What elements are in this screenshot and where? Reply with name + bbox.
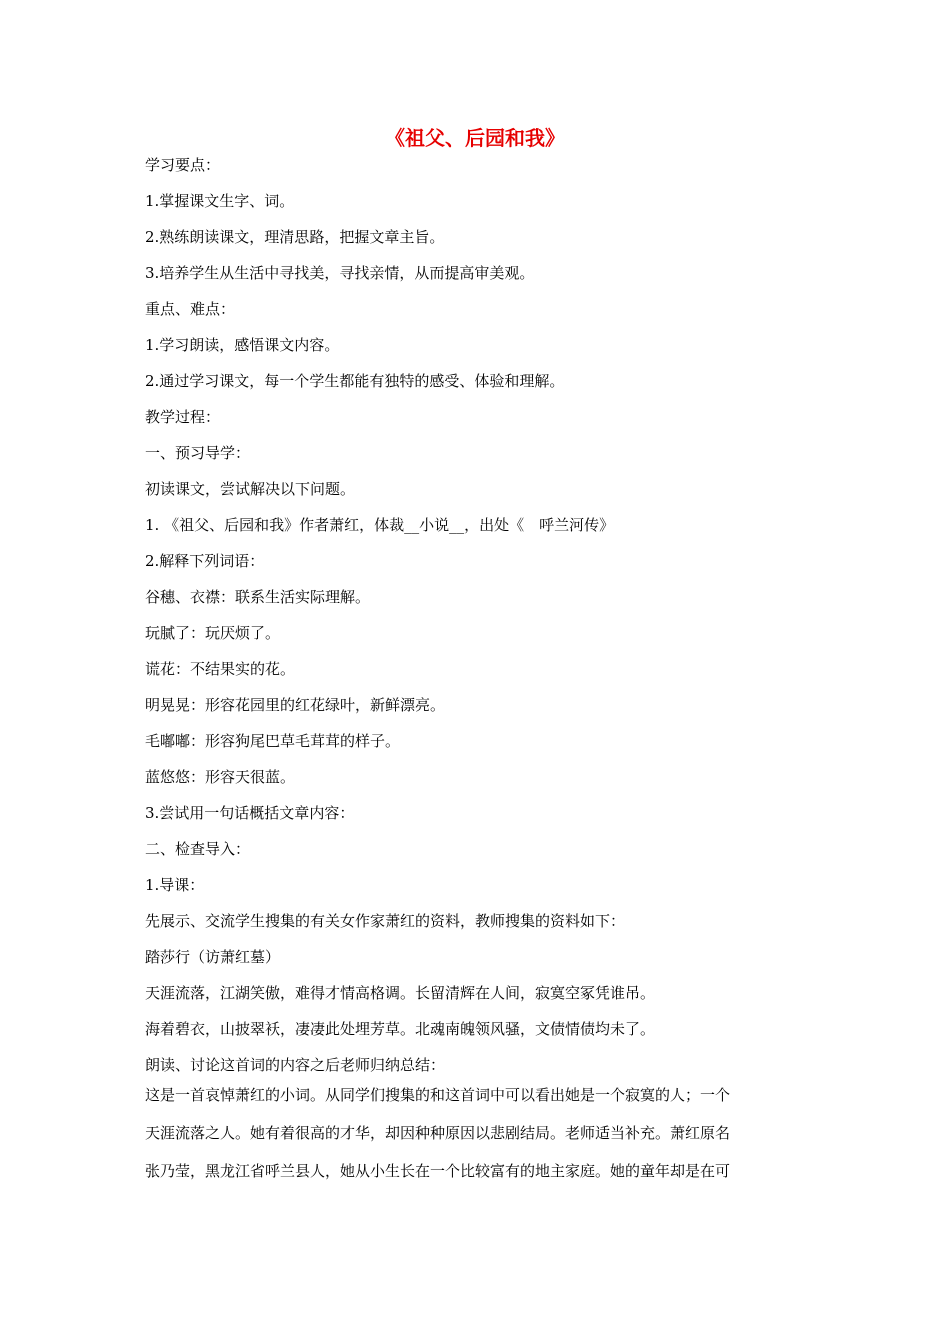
paragraph-line: 这是一首哀悼萧红的小词。从同学们搜集的和这首词中可以看出她是一个寂寞的人；一个	[145, 1086, 731, 1104]
summary-paragraph	[145, 1076, 810, 1190]
text-line: 毛嘟嘟：形容狗尾巴草毛茸茸的样子。	[145, 732, 401, 750]
text-line: 谷穗、衣襟：联系生活实际理解。	[145, 588, 371, 606]
text-line: 1.掌握课文生字、词。	[145, 192, 295, 210]
text-line: 初读课文，尝试解决以下问题。	[145, 480, 356, 498]
text-line: 教学过程：	[145, 408, 221, 426]
text-line: 二、检查导入：	[145, 840, 251, 858]
text-line: 朗读、讨论这首词的内容之后老师归纳总结：	[145, 1056, 446, 1074]
paragraph-line: 张乃莹，黑龙江省呼兰县人，她从小生长在一个比较富有的地主家庭。她的童年却是在可	[145, 1162, 731, 1180]
text-line: 蓝悠悠：形容天很蓝。	[145, 768, 296, 786]
text-line: 2.通过学习课文，每一个学生都能有独特的感受、体验和理解。	[145, 372, 565, 390]
text-line: 天涯流落，江湖笑傲，难得才情高格调。长留清辉在人间，寂寞空冢凭谁吊。	[145, 984, 656, 1002]
text-line: 先展示、交流学生搜集的有关女作家萧红的资料，教师搜集的资料如下：	[145, 912, 626, 930]
text-line: 1. 《祖父、后园和我》作者萧红，体裁__小说__，出处《 呼兰河传》	[145, 516, 615, 534]
text-line: 明晃晃：形容花园里的红花绿叶，新鲜漂亮。	[145, 696, 446, 714]
paragraph-line: 天涯流落之人。她有着很高的才华，却因种种原因以悲剧结局。老师适当补充。萧红原名	[145, 1124, 731, 1142]
document-body	[145, 147, 810, 1083]
text-line: 2.熟练朗读课文，理清思路，把握文章主旨。	[145, 228, 445, 246]
text-line: 谎花：不结果实的花。	[145, 660, 296, 678]
text-line: 2.解释下列词语：	[145, 552, 265, 570]
text-line: 重点、难点：	[145, 300, 236, 318]
text-line: 海着碧衣，山披翠袄，凄凄此处埋芳草。北魂南魄领风骚，文债情债均未了。	[145, 1020, 656, 1038]
text-line: 踏莎行（访萧红墓）	[145, 948, 281, 966]
text-line: 3.培养学生从生活中寻找美，寻找亲情，从而提高审美观。	[145, 264, 535, 282]
text-line: 学习要点：	[145, 156, 221, 174]
text-line: 1.导课：	[145, 876, 205, 894]
text-line: 一、预习导学：	[145, 444, 251, 462]
document-title: 《祖父、后园和我》	[385, 126, 565, 150]
text-line: 1.学习朗读，感悟课文内容。	[145, 336, 340, 354]
text-line: 3.尝试用一句话概括文章内容：	[145, 804, 355, 822]
text-line: 玩腻了：玩厌烦了。	[145, 624, 281, 642]
